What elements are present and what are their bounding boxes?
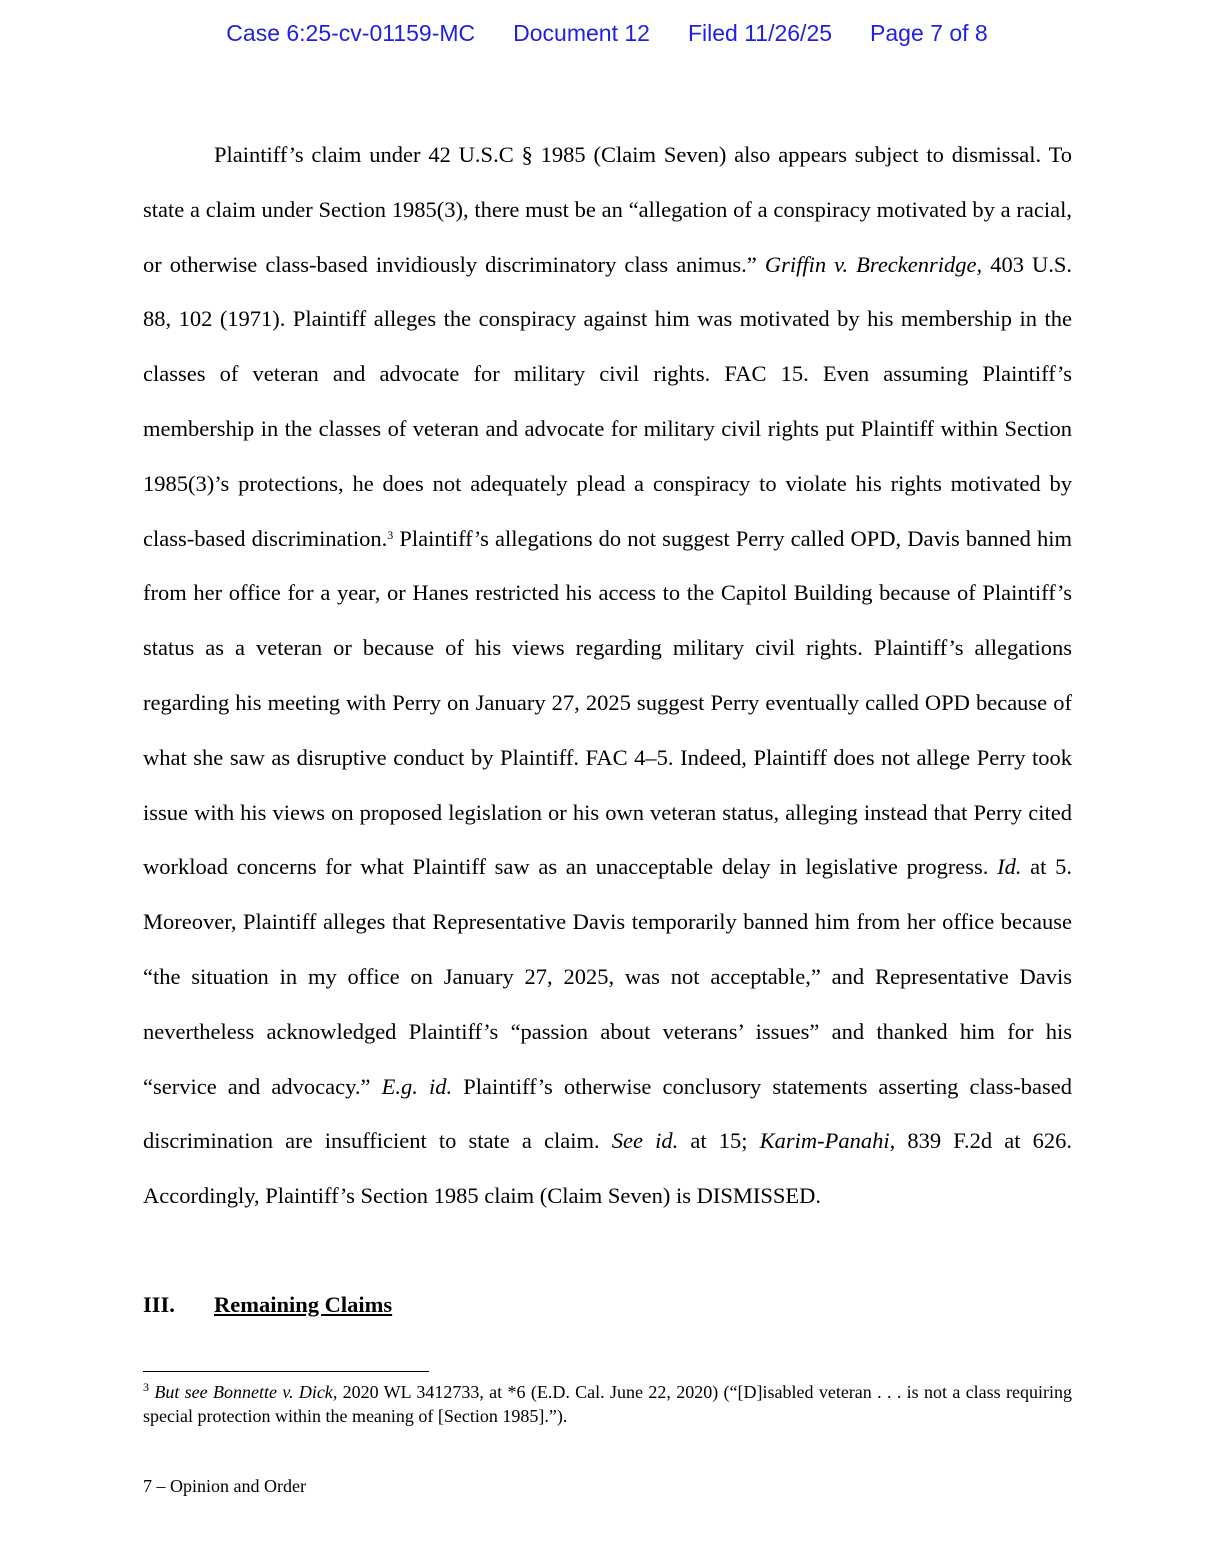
id-citation: E.g. id. [381, 1073, 453, 1099]
case-citation: Karim-Panahi [759, 1128, 890, 1154]
id-citation: Id. [997, 854, 1022, 880]
text-run: , 839 F.2d at 626. Accordingly, Plaintiff’s Section 1985 claim (Claim Seven) is DISMISSED. [143, 1128, 1072, 1209]
document-number: Document 12 [513, 20, 650, 46]
section-number: III. [143, 1292, 175, 1317]
text-run: Plaintiff’s claim under 42 U.S.C § 1985 (Claim Seven) also appears subject to dismissal. To state a claim under Section 1985(3), there must be an “allegation of a conspiracy motivated by a racial, or otherwise class-based invidiously discriminatory class animus.” [143, 142, 1072, 277]
page-number: Page 7 of 8 [870, 20, 988, 46]
page-footer: 7 – Opinion and Order [143, 1476, 306, 1496]
paragraph [143, 128, 1072, 1224]
text-run: at 5. Moreover, Plaintiff alleges that Representative Davis temporarily banned him from her office because “the situation in my office on January 27, 2025, was not acceptable,” and Representative Davis nevertheless acknowledged Plaintiff’s “passion about veterans’ issues” and thanked him for his “service and advocacy.” [143, 854, 1072, 1099]
text-run: at 15; [678, 1128, 760, 1154]
section-title: Remaining Claims [214, 1292, 393, 1317]
text-run: Plaintiff’s otherwise conclusory statements asserting class-based discrimination are insufficient to state a claim. [143, 1073, 1072, 1154]
text-run: Plaintiff’s allegations do not suggest Perry called OPD, Davis banned him from her office for a year, or Hanes restricted his access to the Capitol Building because of Plaintiff’s status as a veteran or because of his views regarding military civil rights. Plaintiff’s allegations regarding his meeting with Perry on January 27, 2025 suggest Perry eventually called OPD because of what she saw as disruptive conduct by Plaintiff. FAC 4–5. Indeed, Plaintiff does not allege Perry took issue with his views on proposed legislation or his own veteran status, alleging instead that Perry cited workload concerns for what Plaintiff saw as an unacceptable delay in legislative progress. [143, 525, 1072, 880]
footnote-marker: 3 [143, 1379, 149, 1394]
footnote-citation: But see Bonnette v. Dick [154, 1382, 333, 1402]
footnote [143, 1381, 1072, 1428]
body-text [143, 128, 1072, 1224]
text-run: 403 U.S. 88, 102 (1971). Plaintiff alleges the conspiracy against him was motivated by his membership in the classes of veteran and advocate for military civil rights. FAC 15. Even assuming Plaintiff’s membership in the classes of veteran and advocate for military civil rights put Plaintiff within Section 1985(3)’s protections, he does not adequately plead a conspiracy to violate his rights motivated by class-based discrimination. [143, 251, 1073, 551]
case-citation: Griffin v. Breckenridge, [764, 251, 983, 277]
filed-date: Filed 11/26/25 [687, 20, 833, 46]
footnote-divider [143, 1371, 429, 1372]
section-heading [143, 1292, 392, 1318]
id-citation: See id. [611, 1128, 679, 1154]
case-number: Case 6:25-cv-01159-MC [226, 20, 476, 46]
footnote-text: , 2020 WL 3412733, at *6 (E.D. Cal. June 22, 2020) (“[D]isabled veteran . . . is not a class requiring special protection within the meaning of [Section 1985].”). [143, 1382, 1073, 1426]
footnote-reference: 3 [387, 527, 394, 542]
case-header [0, 20, 1214, 47]
